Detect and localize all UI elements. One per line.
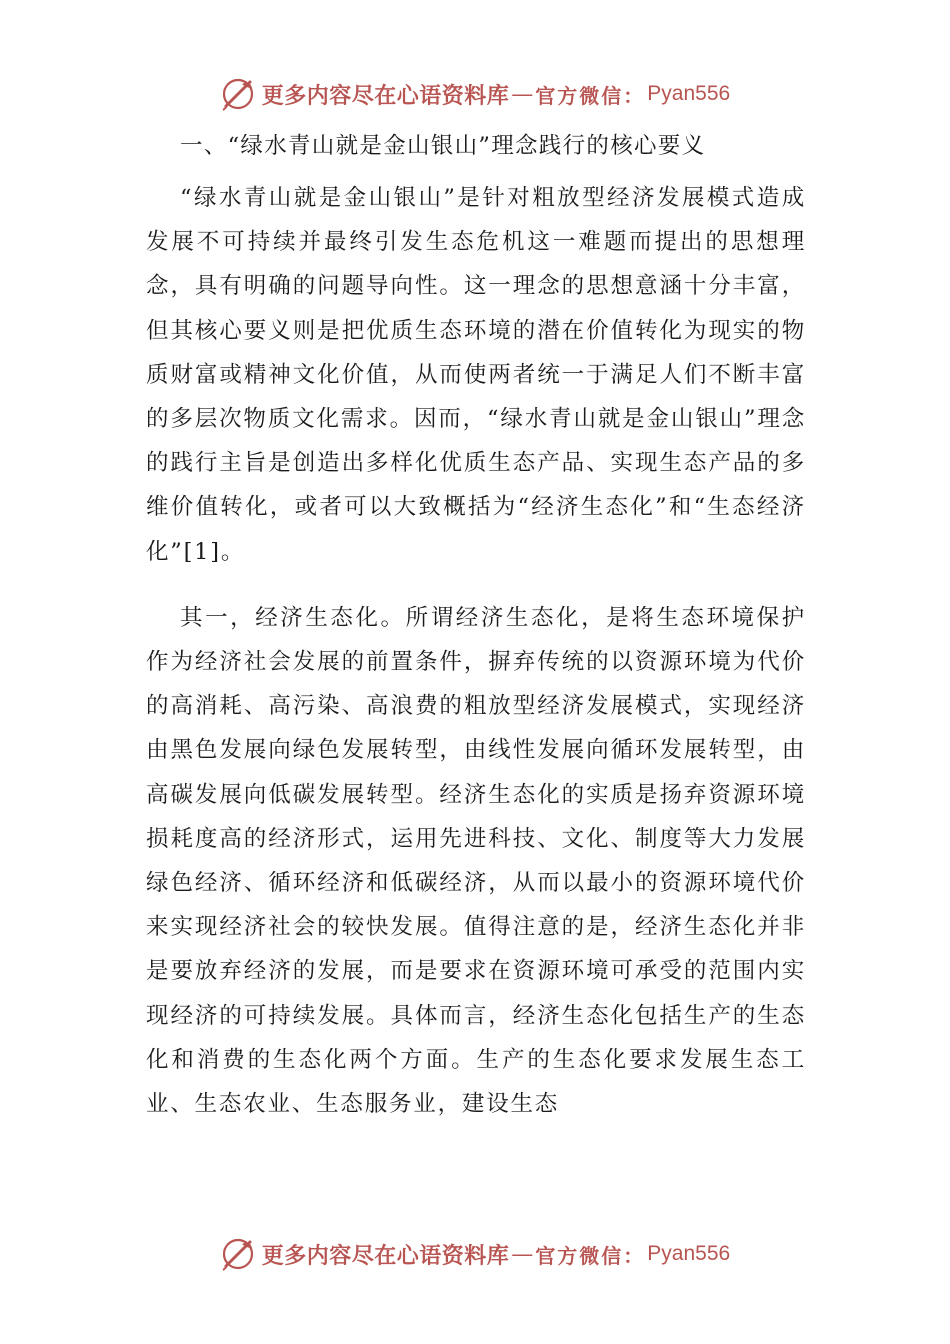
footer-banner	[0, 1232, 950, 1276]
banner-separator: —	[511, 81, 534, 107]
banner-brand: 更多内容尽在心语资料库	[261, 82, 510, 109]
banner-wechat-label: 官方微信：	[535, 83, 646, 108]
header-banner	[0, 72, 950, 116]
section-heading: 一、“绿水青山就是金山银山”理念践行的核心要义	[180, 133, 706, 159]
banner-wechat-id: Pyan556	[647, 1242, 731, 1265]
pen-logo-icon	[220, 76, 256, 112]
pen-logo-icon	[220, 1236, 256, 1272]
banner-wechat-label: 官方微信：	[535, 1243, 646, 1268]
banner-separator: —	[511, 1241, 534, 1267]
paragraph-2: 其一，经济生态化。所谓经济生态化，是将生态环境保护作为经济社会发展的前置条件，摒弃传统的以资源环境为代价的高消耗、高污染、高浪费的粗放型经济发展模式，实现经济由黑色发展向绿色发展转型，由线性发展向循环发展转型，由高碳发展向低碳发展转型。经济生态化的实质是扬弃资源环境损耗度高的经济形式，运用先进科技、文化、制度等大力发展绿色经济、循环经济和低碳经济，从而以最小的资源环境代价来实现经济社会的较快发展。值得注意的是，经济生态化并非是要放弃经济的发展，而是要求在资源环境可承受的范围内实现经济的可持续发展。具体而言，经济生态化包括生产的生态化和消费的生态化两个方面。生产的生态化要求发展生态工业、生态农业、生态服务业，建设生态	[146, 604, 806, 1118]
document-body	[146, 124, 806, 1140]
banner-brand: 更多内容尽在心语资料库	[261, 1242, 510, 1269]
paragraph-1: “绿水青山就是金山银山”是针对粗放型经济发展模式造成发展不可持续并最终引发生态危机这一难题而提出的思想理念，具有明确的问题导向性。这一理念的思想意涵十分丰富，但其核心要义则是把优质生态环境的潜在价值转化为现实的物质财富或精神文化价值，从而使两者统一于满足人们不断丰富的多层次物质文化需求。因而，“绿水青山就是金山银山”理念的践行主旨是创造出多样化优质生态产品、实现生态产品的多维价值转化，或者可以大致概括为“经济生态化”和“生态经济化”[1]。	[146, 185, 806, 565]
banner-wechat-id: Pyan556	[647, 82, 731, 105]
